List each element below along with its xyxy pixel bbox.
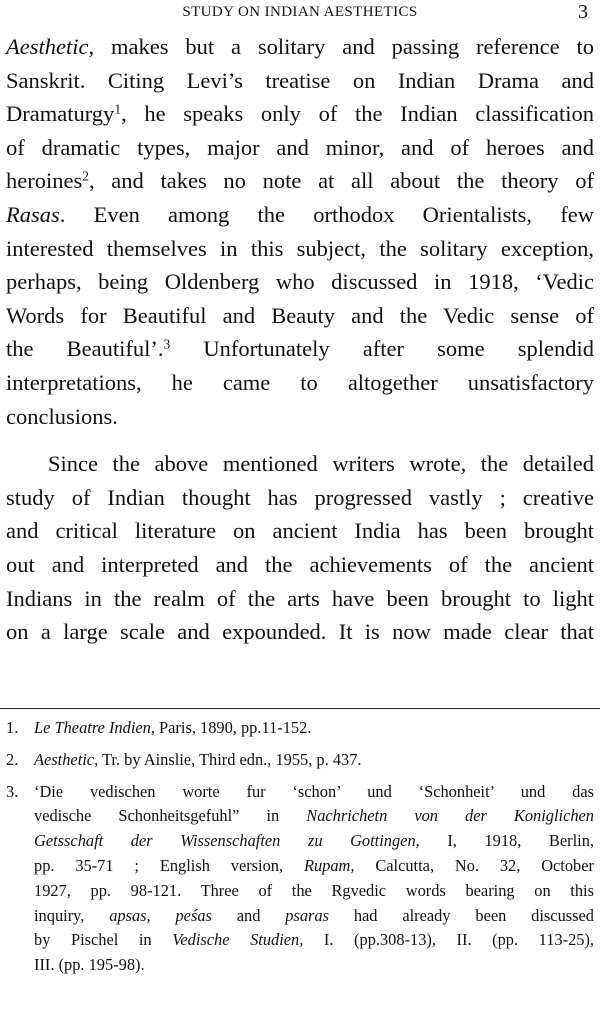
- footnote-3: [6, 780, 594, 978]
- text-line: of dramatic types, major and minor, and of heroes and: [6, 134, 594, 160]
- footnote-number: 2.: [6, 749, 19, 769]
- footnote-line: 1927, pp. 98-121. Three of the Rgvedic words bearing on this: [34, 880, 594, 900]
- footnote-1: [6, 716, 594, 741]
- paragraph-1: [6, 30, 594, 433]
- footnote-number: 1.: [6, 718, 19, 737]
- text-line: interpretations, he came to altogether unsatisfactory: [6, 369, 594, 395]
- footnote-2: [6, 748, 594, 773]
- text-line: Aesthetic, makes but a solitary and passing reference to: [6, 34, 594, 59]
- footnote-line: by Pischel in Vedische Studien, I. (pp.308-13), II. (pp. 113-25),: [34, 930, 595, 950]
- footnote-line: Le Theatre Indien, Paris, 1890, pp.11-152.: [34, 718, 312, 737]
- footnote-line: pp. 35-71 ; English version, Rupam, Calcutta, No. 32, October: [34, 855, 594, 875]
- text-line: conclusions.: [6, 403, 118, 429]
- text-line: Sanskrit. Citing Levi’s treatise on Indian Drama and: [6, 67, 594, 93]
- paragraph-gap: [6, 433, 594, 447]
- text-line: Dramaturgy$^1$, he speaks only of the Indian classification: [6, 101, 594, 127]
- footnote-line: Aesthetic, Tr. by Ainslie, Third edn., 1955, p. 437.: [34, 749, 362, 769]
- text-line: out and interpreted and the achievements of the ancient: [6, 551, 594, 577]
- footnote-line: vedische Schonheitsgefuhl” in Nachrichetn von der Koniglichen: [34, 806, 595, 826]
- text-line: interested themselves in this subject, the solitary exception,: [6, 235, 594, 261]
- text-line: perhaps, being Oldenberg who discussed in 1918, ‘Vedic: [6, 269, 594, 295]
- text-line: Rasas. Even among the orthodox Orientalists, few: [6, 201, 594, 227]
- text-line: on a large scale and expounded. It is now made clear that: [6, 619, 594, 645]
- italic-term: Rasas: [6, 201, 60, 227]
- footnote-line: III. (pp. 195-98).: [34, 955, 145, 975]
- footnote-ref-1: 1: [114, 101, 122, 117]
- paragraph-2: [6, 447, 594, 649]
- footnote-divider: [0, 708, 600, 709]
- running-head: STUDY ON INDIAN AESTHETICS: [182, 4, 418, 20]
- text-line: heroines$^2$, and takes no note at all about the theory of: [6, 168, 594, 194]
- text-line: study of Indian thought has progressed vastly ; creative: [6, 484, 594, 510]
- text-line: and critical literature on ancient India has been brought: [6, 518, 594, 544]
- text-line: the Beautiful’.$^3$ Unfortunately after some splendid: [6, 336, 594, 362]
- footnote-number: 3.: [6, 781, 19, 801]
- page-number: 3: [578, 1, 588, 23]
- page-header: [0, 0, 600, 30]
- text-line: Indians in the realm of the arts have been brought to light: [6, 585, 594, 611]
- footnote-ref-2: 2: [82, 168, 89, 184]
- text-line: Words for Beautiful and Beauty and the Vedic sense of: [6, 302, 594, 328]
- footnote-ref-3: 3: [163, 336, 171, 352]
- footnotes: [6, 716, 594, 985]
- body-text: [6, 30, 594, 649]
- italic-title: Aesthetic,: [6, 34, 95, 59]
- footnote-line: inquiry, apsas, peśas and psaras had already been discussed: [34, 905, 594, 925]
- footnote-line: Getsschaft der Wissenschaften zu Gottingen, I, 1918, Berlin,: [34, 831, 594, 851]
- footnote-line: ‘Die vedischen worte fur ‘schon’ und ‘Schonheit’ und das: [34, 781, 594, 801]
- text-line: Since the above mentioned writers wrote, the detailed: [48, 451, 594, 477]
